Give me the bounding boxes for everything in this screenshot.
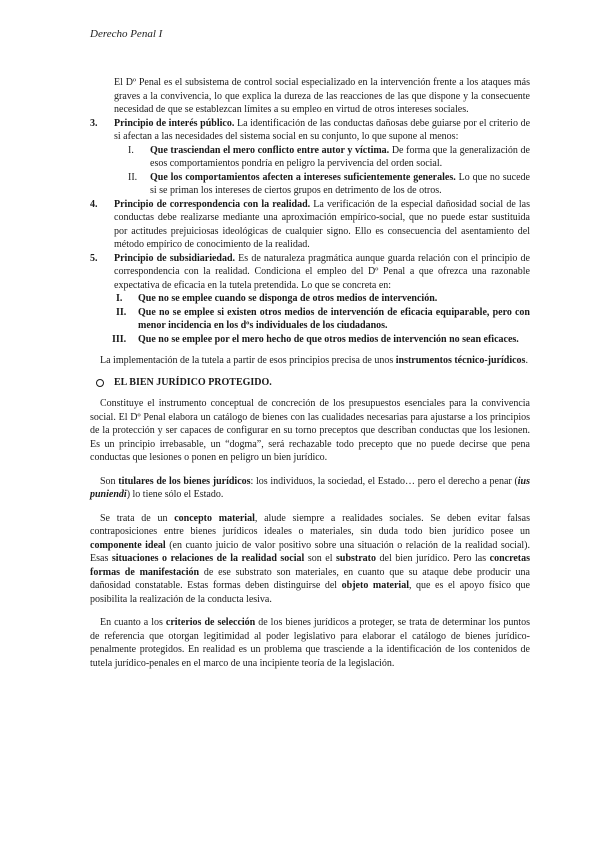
text-run: Se trata de un [100,512,175,524]
principle-5-sub-3 [90,333,530,347]
sub-number: I. [116,293,123,304]
principle-text [114,198,530,252]
circle-bullet-icon [96,379,104,387]
principle-3 [90,117,530,144]
bold-run: concepto material [174,512,255,524]
bold-run: componente ideal [90,539,166,551]
bien-juridico-paragraph-4 [90,616,530,670]
bien-juridico-paragraph-3 [90,512,530,607]
principle-title: Principio de correspondencia con la realidad. [114,198,311,210]
principle-text [114,252,530,293]
page-body [90,76,530,670]
sub-number: II. [128,171,138,183]
text-run: son el [304,553,336,564]
sub-text: Que no se emplee por el mero hecho de que otros medios de intervención no sean eficaces. [138,333,519,345]
principle-number: 5. [90,252,98,264]
bien-juridico-paragraph-2 [90,475,530,502]
text-run: de los bienes jurídicos a proteger, se trata de determinar los puntos de referencia que otorgan legitimidad al poder legislativo para elaborar el catálogo de bienes jurídico-penalmente protegidos. En realidad es un problema que trasciende a la identificación de los contenidos de tutela jurídico-penales en el marco de una incipiente teoría de la legislación. [90,617,530,669]
principle-3-sub-1 [90,144,530,171]
text-run: En cuanto a los [100,617,166,628]
text-run: : los individuos, la sociedad, el Estado… pero el derecho a penar ( [250,475,518,487]
sub-number: II. [116,306,127,318]
text-run: Son [100,475,119,487]
sub-text [150,171,530,198]
implementation-end: . [525,355,528,366]
sub-text: Que no se emplee si existen otros medios de intervención de eficacia equiparable, pero con menor incidencia en los dºs individuales de los ciudadanos. [138,306,530,331]
text-run: , que es el apoyo físico que posibilita la realización de la conducta lesiva. [90,580,530,605]
running-header: Derecho Penal I [90,28,163,40]
implementation-paragraph [90,354,530,368]
principle-text [114,117,530,144]
bold-run: objeto material [341,580,409,591]
sub-text: Que no se emplee cuando se disponga de otros medios de intervención. [138,293,438,304]
bold-run: substrato [336,553,377,564]
bold-run: criterios de selección [165,617,256,628]
implementation-bold: instrumentos técnico-jurídicos [395,355,526,366]
bold-run: situaciones o relaciones de la realidad social [111,553,305,564]
principle-5-sub-1 [90,292,530,306]
principle-3-sub-2 [90,171,530,198]
section-heading [90,376,530,390]
principle-body: La identificación de las conductas dañosas debe guiarse por el criterio de si afectan a las necesidades del sistema social en su conjunto, lo que supone al menos: [114,117,531,142]
sub-title: Que trasciendan el mero conflicto entre autor y víctima. [150,144,390,156]
principle-title: Principio de interés público. [114,117,235,129]
principle-title: Principio de subsidiariedad. [114,252,236,264]
text-run: , alude siempre a realidades sociales. Se deben evitar falsas contraposiciones entre bienes jurídicos ideales o materiales, sin duda todo bien jurídico posee un [90,512,530,537]
sub-body: De forma que la generalización de esos comportamientos pondría en peligro la pervivencia del orden social. [150,144,530,169]
intro-paragraph: El Dº Penal es el subsistema de control social especializado en la intervención frente a los ataques más graves a la convivencia, lo que explica la dureza de las reacciones de las que dispone y la consecuente necesidad de que se establezcan límites a su empleo en virtud de otros intereses sociales. [114,77,530,115]
principle-5 [90,252,530,293]
bold-run: titulares de los bienes jurídicos [118,475,251,487]
principle-number: 4. [90,198,98,210]
sub-number: I. [128,144,134,156]
sub-title: Que los comportamientos afecten a intereses suficientemente generales. [150,171,456,183]
sub-text [150,144,530,171]
bold-run: concretas formas de manifestación [90,553,530,578]
principle-body: Es de naturaleza pragmática aunque guarda relación con el principio de correspondencia con la realidad. Condiciona el empleo del Dº Penal a que ofrezca una razonable expectativa de eficacia en la tutela pretendida. Lo que se concreta en: [114,252,530,291]
text-run: (en cuanto juicio de valor positivo sobre una situación o relación de la realidad social). Esas [90,539,531,564]
text-run: del bien jurídico. Pero las [376,553,490,564]
text-run: ) lo tiene sólo el Estado. [126,489,224,500]
principle-5-sub-2 [90,306,530,333]
section-heading-text: EL BIEN JURÍDICO PROTEGIDO. [114,376,272,388]
sub-number: III. [112,333,127,345]
italic-bold-run: ius puniendi [90,475,531,500]
implementation-text: La implementación de la tutela a partir de esos principios precisa de unos [100,355,396,366]
sub-body: Lo que no sucede si se priman los intereses de ciertos grupos en detrimento de los de otros. [150,171,530,196]
text-run: de ese substrato son materiales, en cuanto que su ataque debe producir una dañosidad constatable. Estas formas deben distinguirse del [90,566,530,591]
principle-body: La verificación de la especial dañosidad social de las conductas debe realizarse mediante una aproximación empírico-social, que no puede estar sustituida por actitudes prejuiciosas ideológicas de cualquier signo. Ello es consecuencia del asentamiento del método empírico de conocimiento de la realidad. [114,198,530,250]
principle-4 [90,198,530,252]
bien-juridico-paragraph-1: Constituye el instrumento conceptual de concreción de los presupuestos esenciales para la convivencia social. El Dº Penal elabora un catálogo de bienes con las cualidades necesarias para ajustarse a los principios de la protección y ser capaces de configurar en su torno preceptos que describan conductas que los lesionen. Es un principio irrebasable, un “dogma”, será rechazable todo precepto que no puede decirse que pena conductas que lesiones o ponen en peligro un bien jurídico. [90,398,530,463]
principle-number: 3. [90,117,98,129]
